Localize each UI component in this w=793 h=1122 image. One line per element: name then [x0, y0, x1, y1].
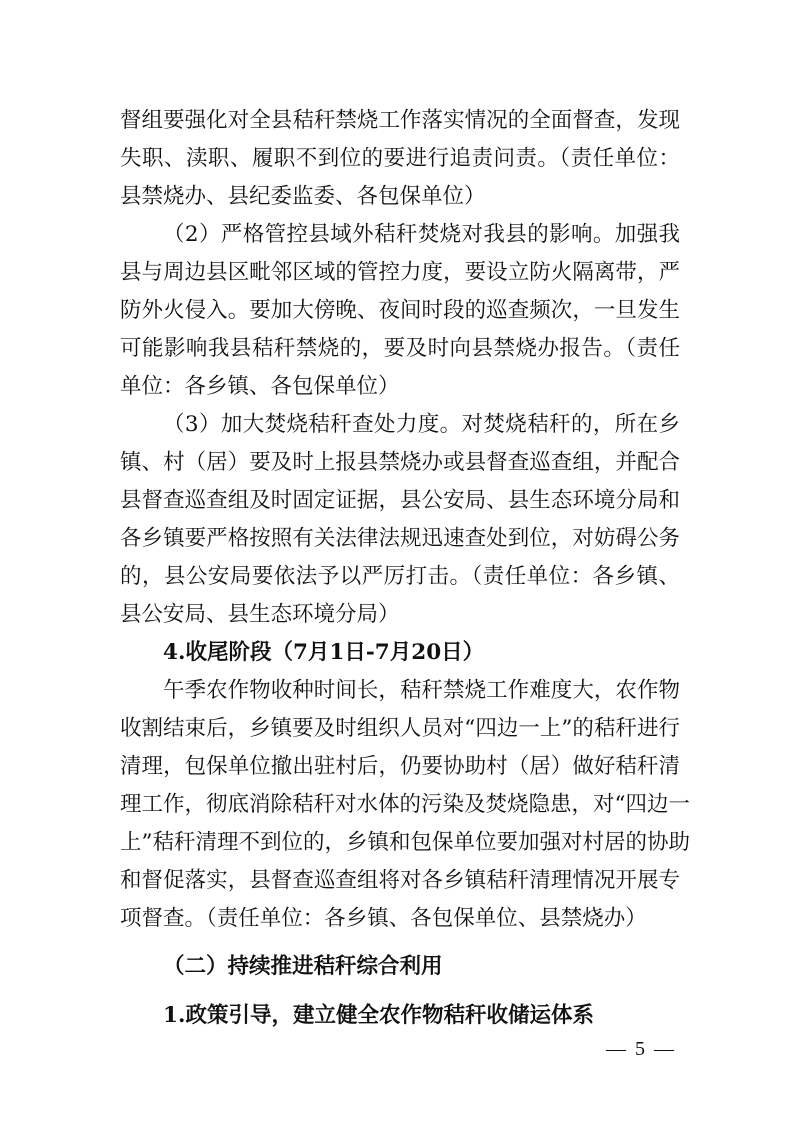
subsection-heading-1: 1.政策引导，建立健全农作物秸秆收储运体系	[163, 1003, 594, 1028]
text-line: 午季农作物收种时间长，秸秆禁烧工作难度大，农作物	[163, 678, 680, 703]
document-page	[120, 102, 690, 1036]
text-line: 督组要强化对全县秸秆禁烧工作落实情况的全面督查，发现	[120, 108, 680, 133]
text-line: 清理，包保单位撤出驻村后，仍要协助村（居）做好秸秆清	[120, 754, 680, 779]
text-line: （2）严格管控县域外秸秆焚烧对我县的影响。加强我	[163, 222, 680, 247]
page-number: — 5 —	[606, 1038, 676, 1060]
text-line: 防外火侵入。要加大傍晚、夜间时段的巡查频次，一旦发生	[120, 298, 680, 323]
text-line: 失职、渎职、履职不到位的要进行追责问责。（责任单位：	[120, 146, 680, 171]
text-line: 和督促落实，县督查巡查组将对各乡镇秸秆清理情况开展专	[120, 868, 680, 893]
text-line: 县公安局、县生态环境分局）	[120, 602, 400, 627]
text-line: 的，县公安局要依法予以严厉打击。（责任单位：各乡镇、	[120, 564, 680, 589]
text-line: 各乡镇要严格按照有关法律法规迅速查处到位，对妨碍公务	[120, 526, 680, 551]
text-line: 上”秸秆清理不到位的，乡镇和包保单位要加强对村居的协助	[120, 830, 690, 855]
text-line: 县禁烧办、县纪委监委、各包保单位）	[120, 184, 486, 209]
paragraph-item-3	[120, 406, 680, 634]
text-line: 项督查。（责任单位：各乡镇、各包保单位、县禁烧办）	[120, 906, 647, 931]
text-line: 县督查巡查组及时固定证据，县公安局、县生态环境分局和	[120, 488, 680, 513]
text-line: 县与周边县区毗邻区域的管控力度，要设立防火隔离带，严	[120, 260, 680, 285]
text-line: 收割结束后，乡镇要及时组织人员对“四边一上”的秸秆进行	[120, 716, 680, 741]
section-heading-4: 4.收尾阶段（7月1日-7月20日）	[163, 640, 485, 665]
text-line: 可能影响我县秸秆禁烧的，要及时向县禁烧办报告。（责任	[120, 336, 680, 361]
text-line: 理工作，彻底消除秸秆对水体的污染及焚烧隐患，对“四边一	[120, 792, 690, 817]
paragraph-harvest-end	[120, 672, 690, 938]
paragraph-item-2	[120, 216, 680, 406]
text-line: （3）加大焚烧秸秆查处力度。对焚烧秸秆的，所在乡	[163, 412, 680, 437]
text-line: 镇、村（居）要及时上报县禁烧办或县督查巡查组，并配合	[120, 450, 680, 475]
section-heading-2: （二）持续推进秸秆综合利用	[163, 954, 443, 979]
text-line: 单位：各乡镇、各包保单位）	[120, 374, 400, 399]
paragraph-continuation	[120, 102, 680, 216]
